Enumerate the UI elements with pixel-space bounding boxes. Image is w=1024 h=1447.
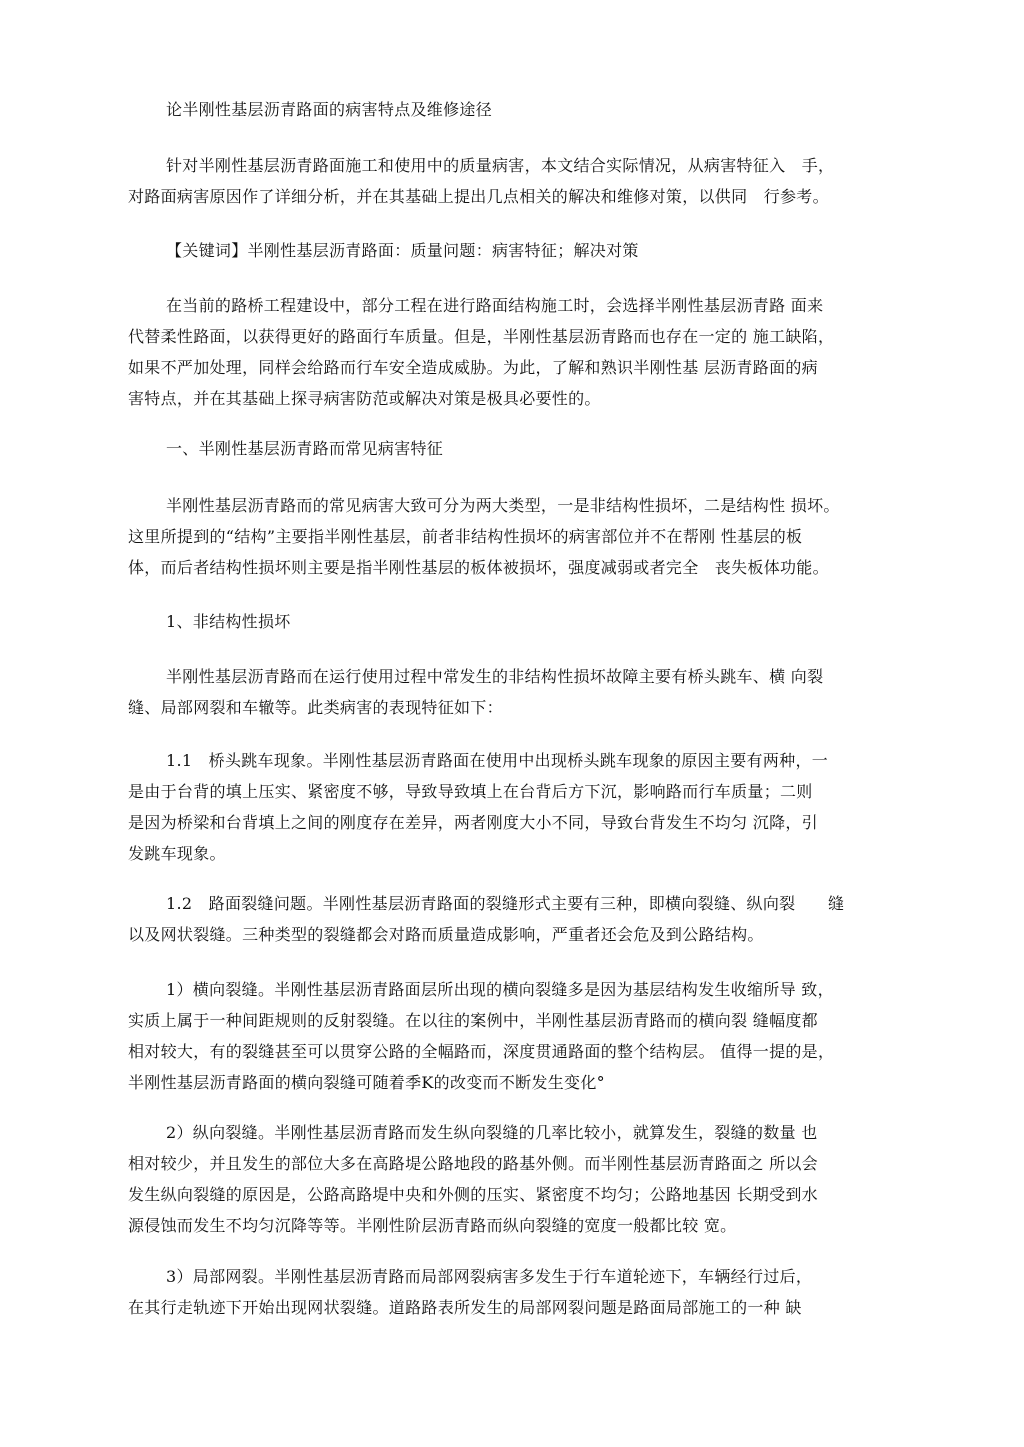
document-title <box>128 94 908 125</box>
text-line: 以及网状裂缝。三种类型的裂缝都会对路而质量造成影响，严重者还会危及到公路结构。 <box>128 925 764 944</box>
text-line: 3）局部网裂。半刚性基层沥青路而局部网裂病害多发生于行车道轮迹下，车辆经行过后， <box>166 1267 813 1286</box>
text-line: 发生纵向裂缝的原因是，公路高路堤中央和外侧的压实、紧密度不均匀；公路地基因 长期受到水 <box>128 1185 818 1204</box>
text-line: 发跳车现象。 <box>128 844 226 863</box>
item-1-1-paragraph <box>128 745 908 869</box>
subsection-heading <box>128 606 908 637</box>
section1-paragraph <box>128 490 908 583</box>
subsection1-heading-text: 1、非结构性损坏 <box>166 612 291 631</box>
text-line: 对路面病害原因作了详细分析，并在其基础上提出几点相关的解决和维修对策，以供同 行参考。 <box>128 187 829 206</box>
text-line: 相对较大，有的裂缝甚至可以贯穿公路的全幅路而，深度贯通路面的整个结构层。 值得一提的是， <box>128 1042 835 1061</box>
text-line: 1.2 路面裂缝问题。半刚性基层沥青路面的裂缝形式主要有三种，即横向裂缝、纵向裂 缝 <box>166 894 845 913</box>
text-line: 代替柔性路面，以获得更好的路面行车质量。但是，半刚性基层沥青路而也存在一定的 施工缺陷， <box>128 327 835 346</box>
text-line: 1）横向裂缝。半刚性基层沥青路面层所出现的横向裂缝多是因为基层结构发生收缩所导 致， <box>166 980 834 999</box>
keywords-line <box>128 235 908 266</box>
title-text: 论半刚性基层沥青路面的病害特点及维修途径 <box>166 100 493 119</box>
subsection1-paragraph <box>128 661 908 723</box>
keywords-text: 【关键词】半刚性基层沥青路面：质量问题：病害特征；解决对策 <box>166 241 639 260</box>
text-line: 相对较少，并且发生的部位大多在高路堤公路地段的路基外侧。而半刚性基层沥青路面之 所以会 <box>128 1154 818 1173</box>
text-line: 是因为桥梁和台背填上之间的刚度存在差异，两者刚度大小不同，导致台背发生不均匀 沉降，引 <box>128 813 818 832</box>
text-line: 半刚性基层沥青路而的常见病害大致可分为两大类型，一是非结构性损坏，二是结构性 损坏。 <box>166 496 840 515</box>
text-line: 体，而后者结构性损坏则主要是指半刚性基层的板体被损坏，强度减弱或者完全 丧失板体功能。 <box>128 558 829 577</box>
text-line: 在其行走轨迹下开始出现网状裂缝。道路路表所发生的局部网裂问题是路面局部施工的一种 缺 <box>128 1298 802 1317</box>
text-line: 实质上属于一种间距规则的反射裂缝。在以往的案例中，半刚性基层沥青路而的横向裂 缝幅度都 <box>128 1011 818 1030</box>
item-1-2-paragraph <box>128 888 908 950</box>
section1-heading-text: 一、半刚性基层沥青路而常见病害特征 <box>166 439 444 458</box>
text-line: 这里所提到的“结构”主要指半刚性基层，前者非结构性损坏的病害部位并不在帮刚 性基层的板 <box>128 527 803 546</box>
text-line: 在当前的路桥工程建设中，部分工程在进行路面结构施工时，会选择半刚性基层沥青路 面来 <box>166 296 824 315</box>
text-line: 针对半刚性基层沥青路面施工和使用中的质量病害，本文结合实际情况，从病害特征入 手， <box>166 156 835 175</box>
intro-paragraph <box>128 290 908 414</box>
text-line: 缝、局部网裂和车辙等。此类病害的表现特征如下： <box>128 698 503 717</box>
text-line: 1.1 桥头跳车现象。半刚性基层沥青路面在使用中出现桥头跳车现象的原因主要有两种，一 <box>166 751 829 770</box>
text-line: 如果不严加处理，同样会给路而行车安全造成威胁。为此，了解和熟识半刚性基 层沥青路面的病 <box>128 358 818 377</box>
crack-local-net-paragraph <box>128 1261 908 1323</box>
crack-transverse-paragraph <box>128 974 908 1098</box>
text-line: 半刚性基层沥青路面的横向裂缝可随着季K的改变而不断发生变化° <box>128 1073 605 1092</box>
abstract-paragraph <box>128 150 908 212</box>
text-line: 害特点，并在其基础上探寻病害防范或解决对策是极具必要性的。 <box>128 389 601 408</box>
section-heading <box>128 433 908 464</box>
text-line: 半刚性基层沥青路而在运行使用过程中常发生的非结构性损坏故障主要有桥头跳车、横 向裂 <box>166 667 824 686</box>
text-line: 源侵蚀而发生不均匀沉降等等。半刚性阶层沥青路而纵向裂缝的宽度一般都比较 宽。 <box>128 1216 737 1235</box>
text-line: 是由于台背的填上压实、紧密度不够，导致导致填上在台背后方下沉，影响路而行车质量；二则 <box>128 782 813 801</box>
text-line: 2）纵向裂缝。半刚性基层沥青路而发生纵向裂缝的几率比较小，就算发生，裂缝的数量 也 <box>166 1123 818 1142</box>
crack-longitudinal-paragraph <box>128 1117 908 1241</box>
